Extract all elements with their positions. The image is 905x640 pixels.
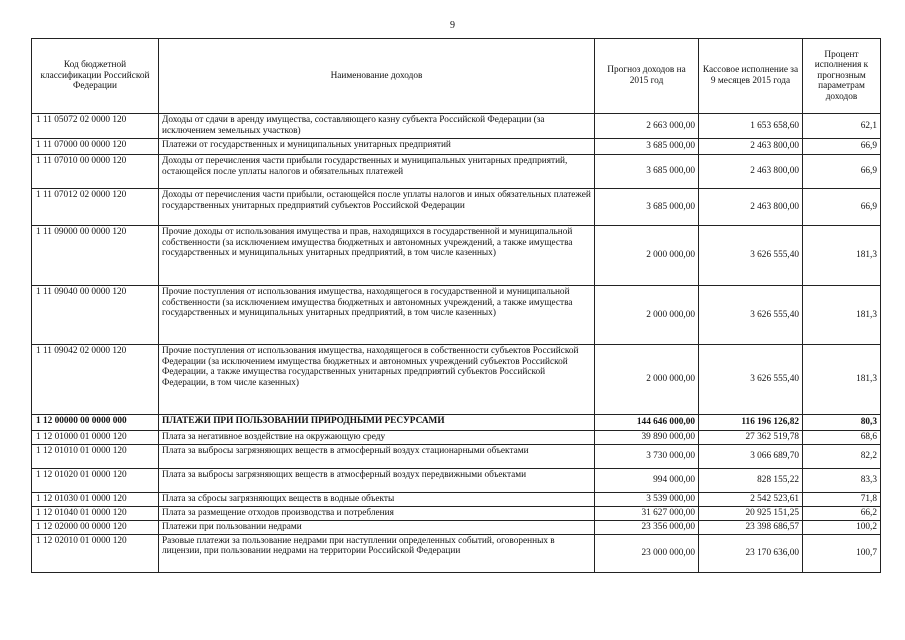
row-name: Платежи от государственных и муниципальных унитарных предприятий	[159, 139, 595, 155]
table-row	[32, 534, 881, 572]
row-cash: 23 398 686,57	[699, 520, 803, 534]
row-name: Доходы от сдачи в аренду имущества, составляющего казну субъекта Российской Федерации (за исключением земельных участков)	[159, 114, 595, 139]
row-code: 1 12 02010 01 0000 120	[32, 534, 159, 572]
row-percent: 66,9	[803, 155, 881, 189]
row-percent: 181,3	[803, 286, 881, 345]
row-code: 1 11 09040 00 0000 120	[32, 286, 159, 345]
row-cash: 2 463 800,00	[699, 139, 803, 155]
row-percent: 62,1	[803, 114, 881, 139]
table-row	[32, 345, 881, 415]
table-row	[32, 114, 881, 139]
row-forecast: 3 730 000,00	[595, 444, 699, 468]
revenue-table	[31, 38, 881, 573]
row-cash: 2 463 800,00	[699, 155, 803, 189]
row-name: ПЛАТЕЖИ ПРИ ПОЛЬЗОВАНИИ ПРИРОДНЫМИ РЕСУРСАМИ	[159, 415, 595, 431]
row-cash: 3 066 689,70	[699, 444, 803, 468]
row-code: 1 12 01020 01 0000 120	[32, 468, 159, 492]
row-forecast: 3 685 000,00	[595, 139, 699, 155]
row-code: 1 11 07010 00 0000 120	[32, 155, 159, 189]
row-percent: 66,9	[803, 139, 881, 155]
row-name: Доходы от перечисления части прибыли, остающейся после уплаты налогов и иных обязательных платежей государственных унитарных предприятий субъектов Российской Федерации	[159, 189, 595, 226]
row-forecast: 3 685 000,00	[595, 155, 699, 189]
row-name: Платежи при пользовании недрами	[159, 520, 595, 534]
row-percent: 66,9	[803, 189, 881, 226]
row-name: Прочие доходы от использования имущества и прав, находящихся в государственной и муниципальной собственности (за исключением имущества бюджетных и автономных учреждений, а также имущества государственных и муниципальных унитарных предприятий, в том числе казенных)	[159, 226, 595, 286]
table-row	[32, 226, 881, 286]
row-forecast: 3 539 000,00	[595, 492, 699, 506]
row-name: Прочие поступления от использования имущества, находящегося в государственной и муниципальной собственности (за исключением имущества бюджетных и автономных учреждений, а также имущества государственных и муниципальных унитарных предприятий, в том числе казенных)	[159, 286, 595, 345]
row-cash: 23 170 636,00	[699, 534, 803, 572]
header-cash: Кассовое исполнение за 9 месяцев 2015 года	[699, 39, 803, 114]
row-percent: 66,2	[803, 506, 881, 520]
row-name: Плата за размещение отходов производства и потребления	[159, 506, 595, 520]
row-forecast: 31 627 000,00	[595, 506, 699, 520]
table-row	[32, 155, 881, 189]
row-code: 1 12 01010 01 0000 120	[32, 444, 159, 468]
row-name: Плата за сбросы загрязняющих веществ в водные объекты	[159, 492, 595, 506]
row-percent: 100,2	[803, 520, 881, 534]
row-cash: 2 542 523,61	[699, 492, 803, 506]
row-percent: 83,3	[803, 468, 881, 492]
table-body	[32, 114, 881, 573]
row-name: Плата за выбросы загрязняющих веществ в атмосферный воздух передвижными объектами	[159, 468, 595, 492]
header-percent: Процент исполнения к прогнозным параметрам доходов	[803, 39, 881, 114]
table-row	[32, 189, 881, 226]
row-code: 1 12 01040 01 0000 120	[32, 506, 159, 520]
row-name: Разовые платежи за пользование недрами при наступлении определенных событий, оговоренных в лицензии, при пользовании недрами на территории Российской Федерации	[159, 534, 595, 572]
row-percent: 80,3	[803, 415, 881, 431]
row-forecast: 2 000 000,00	[595, 226, 699, 286]
row-cash: 1 653 658,60	[699, 114, 803, 139]
row-forecast: 23 356 000,00	[595, 520, 699, 534]
table-row	[32, 506, 881, 520]
row-forecast: 23 000 000,00	[595, 534, 699, 572]
row-forecast: 144 646 000,00	[595, 415, 699, 431]
table-row	[32, 431, 881, 445]
row-code: 1 12 01000 01 0000 120	[32, 431, 159, 445]
row-percent: 181,3	[803, 345, 881, 415]
row-percent: 181,3	[803, 226, 881, 286]
row-name: Плата за негативное воздействие на окружающую среду	[159, 431, 595, 445]
row-forecast: 3 685 000,00	[595, 189, 699, 226]
row-forecast: 994 000,00	[595, 468, 699, 492]
row-percent: 100,7	[803, 534, 881, 572]
table-row	[32, 520, 881, 534]
table-row	[32, 468, 881, 492]
row-cash: 20 925 151,25	[699, 506, 803, 520]
row-code: 1 11 09042 02 0000 120	[32, 345, 159, 415]
row-name: Доходы от перечисления части прибыли государственных и муниципальных унитарных предприятий, остающейся после уплаты налогов и обязательных платежей	[159, 155, 595, 189]
table-row	[32, 492, 881, 506]
header-name: Наименование доходов	[159, 39, 595, 114]
row-name: Прочие поступления от использования имущества, находящегося в собственности субъектов Российской Федерации (за исключением имущества бюджетных и автономных учреждений субъектов Российской Федерации, а также имущества государственных унитарных предприятий субъектов Российской Федерации, в том числе казенных)	[159, 345, 595, 415]
header-forecast: Прогноз доходов на 2015 год	[595, 39, 699, 114]
row-code: 1 12 02000 00 0000 120	[32, 520, 159, 534]
row-percent: 82,2	[803, 444, 881, 468]
row-forecast: 39 890 000,00	[595, 431, 699, 445]
row-cash: 2 463 800,00	[699, 189, 803, 226]
row-code: 1 11 05072 02 0000 120	[32, 114, 159, 139]
table-row	[32, 286, 881, 345]
row-percent: 71,8	[803, 492, 881, 506]
row-cash: 3 626 555,40	[699, 226, 803, 286]
row-name: Плата за выбросы загрязняющих веществ в атмосферный воздух стационарными объектами	[159, 444, 595, 468]
row-forecast: 2 663 000,00	[595, 114, 699, 139]
table-row	[32, 415, 881, 431]
page-number: 9	[450, 20, 455, 31]
row-cash: 116 196 126,82	[699, 415, 803, 431]
row-forecast: 2 000 000,00	[595, 286, 699, 345]
row-cash: 27 362 519,78	[699, 431, 803, 445]
table-header	[32, 39, 881, 114]
header-code: Код бюджетной классификации Российской Федерации	[32, 39, 159, 114]
table-row	[32, 139, 881, 155]
table-row	[32, 444, 881, 468]
row-code: 1 11 07000 00 0000 120	[32, 139, 159, 155]
row-code: 1 12 00000 00 0000 000	[32, 415, 159, 431]
row-cash: 828 155,22	[699, 468, 803, 492]
row-code: 1 12 01030 01 0000 120	[32, 492, 159, 506]
row-percent: 68,6	[803, 431, 881, 445]
row-code: 1 11 07012 02 0000 120	[32, 189, 159, 226]
row-cash: 3 626 555,40	[699, 345, 803, 415]
row-forecast: 2 000 000,00	[595, 345, 699, 415]
row-cash: 3 626 555,40	[699, 286, 803, 345]
row-code: 1 11 09000 00 0000 120	[32, 226, 159, 286]
